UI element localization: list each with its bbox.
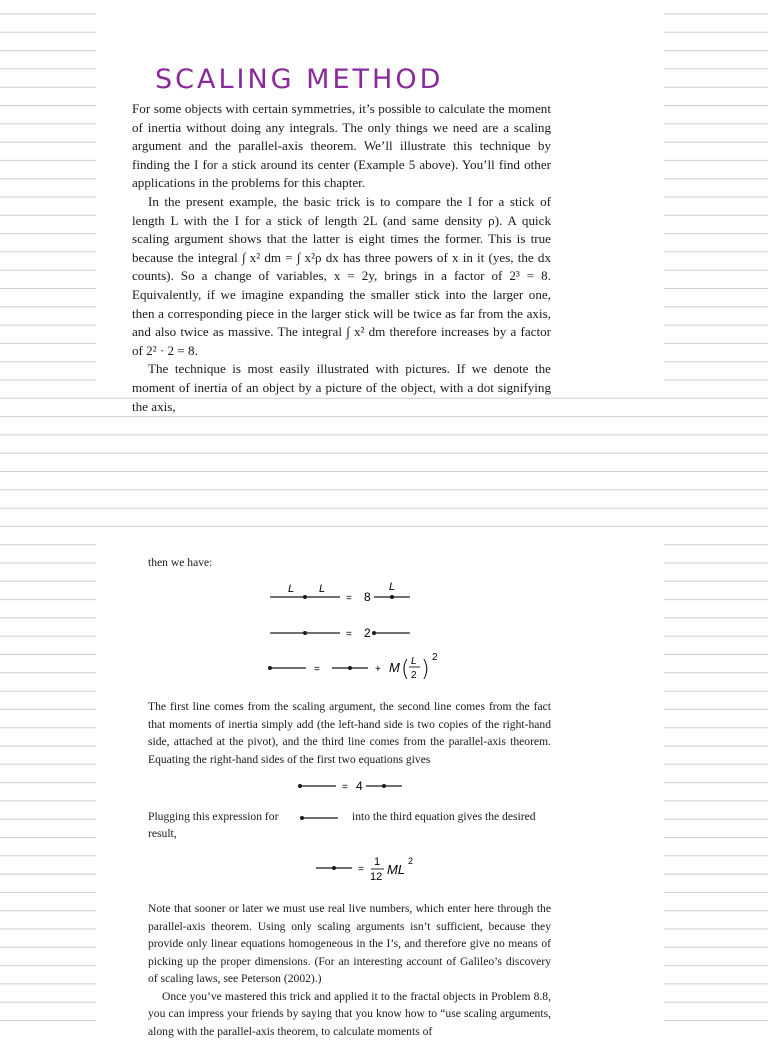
eq1-long-stick-pivot <box>303 595 307 599</box>
paragraph-note <box>148 900 551 1040</box>
paragraph-intro: For some objects with certain symmetries, it’s possible to calculate the moment of inertia without doing any integrals. The only things we need are a scaling argument and the parallel-axis theorem. We’ll illustrate this technique by finding the I for a stick around its center (Example 5 above). You’ll find other applications in the problems for this chapter. <box>132 100 551 193</box>
eq3-plus: + <box>375 664 381 675</box>
eq2-factor: 2 <box>364 626 371 640</box>
inline-end-stick <box>296 810 342 824</box>
eq3-frac-num: L <box>411 656 417 667</box>
paragraph-note-text: Note that sooner or later we must use real live numbers, which enter here through the parallel-axis theorem. Using only scaling arguments isn’t sufficient, because they provide only linear equations homogeneous in the I’s, and therefore give no means of picking up the proper dimensions. (For an interesting account of Galileo’s discovery of scaling laws, see Peterson (2002).) <box>148 900 551 988</box>
eq1-label-right: L <box>389 581 395 593</box>
eq5-ml: ML <box>387 862 405 877</box>
plugging-text-left: Plugging this expression for <box>148 808 278 826</box>
eq3-exponent: 2 <box>432 652 438 663</box>
equation-addition <box>260 622 420 644</box>
eq3-mass: M <box>389 660 400 675</box>
eq3-equals: = <box>314 664 320 675</box>
eq4-equals: = <box>342 782 348 793</box>
then-we-have-text: then we have: <box>148 554 551 572</box>
eq5-equals: = <box>358 864 364 875</box>
equation-parallel-axis <box>260 650 460 688</box>
eq3-end-stick-pivot <box>268 666 272 670</box>
paragraph-scaling: In the present example, the basic trick is to compare the I for a stick of length L with the I for a stick of length 2L (and same density ρ). A quick scaling argument shows that the latter is eight times the former. This is true because the integral ∫ x² dm = ∫ x²ρ dx has three powers of x in it (yes, the dx counts). So a change of variables, x = 2y, brings in a factor of 2³ = 8. Equivalently, if we imagine expanding the smaller stick into the larger one, then a corresponding piece in the larger stick will be twice as far from the axis, and also twice as massive. The integral ∫ x² dm therefore increases by a factor of 2² · 2 = 8. <box>132 193 551 360</box>
eq3-center-stick-pivot <box>348 666 352 670</box>
eq5-exponent: 2 <box>408 856 413 866</box>
result-text: result, <box>148 825 177 843</box>
eq1-label-left1: L <box>288 583 294 595</box>
eq1-label-left2: L <box>319 583 325 595</box>
paragraph-first-line-explanation: The first line comes from the scaling argument, the second line comes from the fact that moments of inertia simply add (the left-hand side is two copies of the right-hand side, attached at the pivot), and the third line comes from the parallel-axis theorem. Equating the right-hand sides of the first two equations gives <box>148 698 551 768</box>
eq3-frac-den: 2 <box>411 670 417 681</box>
eq5-den: 12 <box>370 871 382 883</box>
equation-equate <box>290 776 420 796</box>
equation-scaling <box>260 578 420 608</box>
eq4-center-stick-pivot <box>382 784 386 788</box>
eq5-center-stick-pivot <box>332 866 336 870</box>
eq2-equals: = <box>346 629 352 640</box>
eq4-end-stick-pivot <box>298 784 302 788</box>
paragraph-pictures: The technique is most easily illustrated with pictures. If we denote the moment of inertia of an object by a picture of the object, with a dot signifying the axis, <box>132 360 551 416</box>
eq5-num: 1 <box>374 856 380 868</box>
eq3-paren-left: ( <box>401 657 410 682</box>
handwritten-heading: SCALING METHOD <box>155 64 443 95</box>
top-text-block <box>132 100 551 416</box>
eq1-factor: 8 <box>364 590 371 604</box>
eq4-factor: 4 <box>356 779 363 793</box>
eq1-short-stick-pivot <box>390 595 394 599</box>
eq2-long-stick-pivot <box>303 631 307 635</box>
plugging-text-right: into the third equation gives the desired <box>352 808 536 826</box>
eq3-paren-right: ) <box>421 657 430 682</box>
paragraph-once-text: Once you’ve mastered this trick and applied it to the fractal objects in Problem 8.8, you can impress your friends by saying that you know how to “use scaling arguments, along with the parallel-axis theorem, to calculate moments of <box>148 988 551 1040</box>
eq1-equals: = <box>346 593 352 604</box>
eq2-short-stick-end-pivot <box>372 631 376 635</box>
equation-result <box>312 852 422 886</box>
